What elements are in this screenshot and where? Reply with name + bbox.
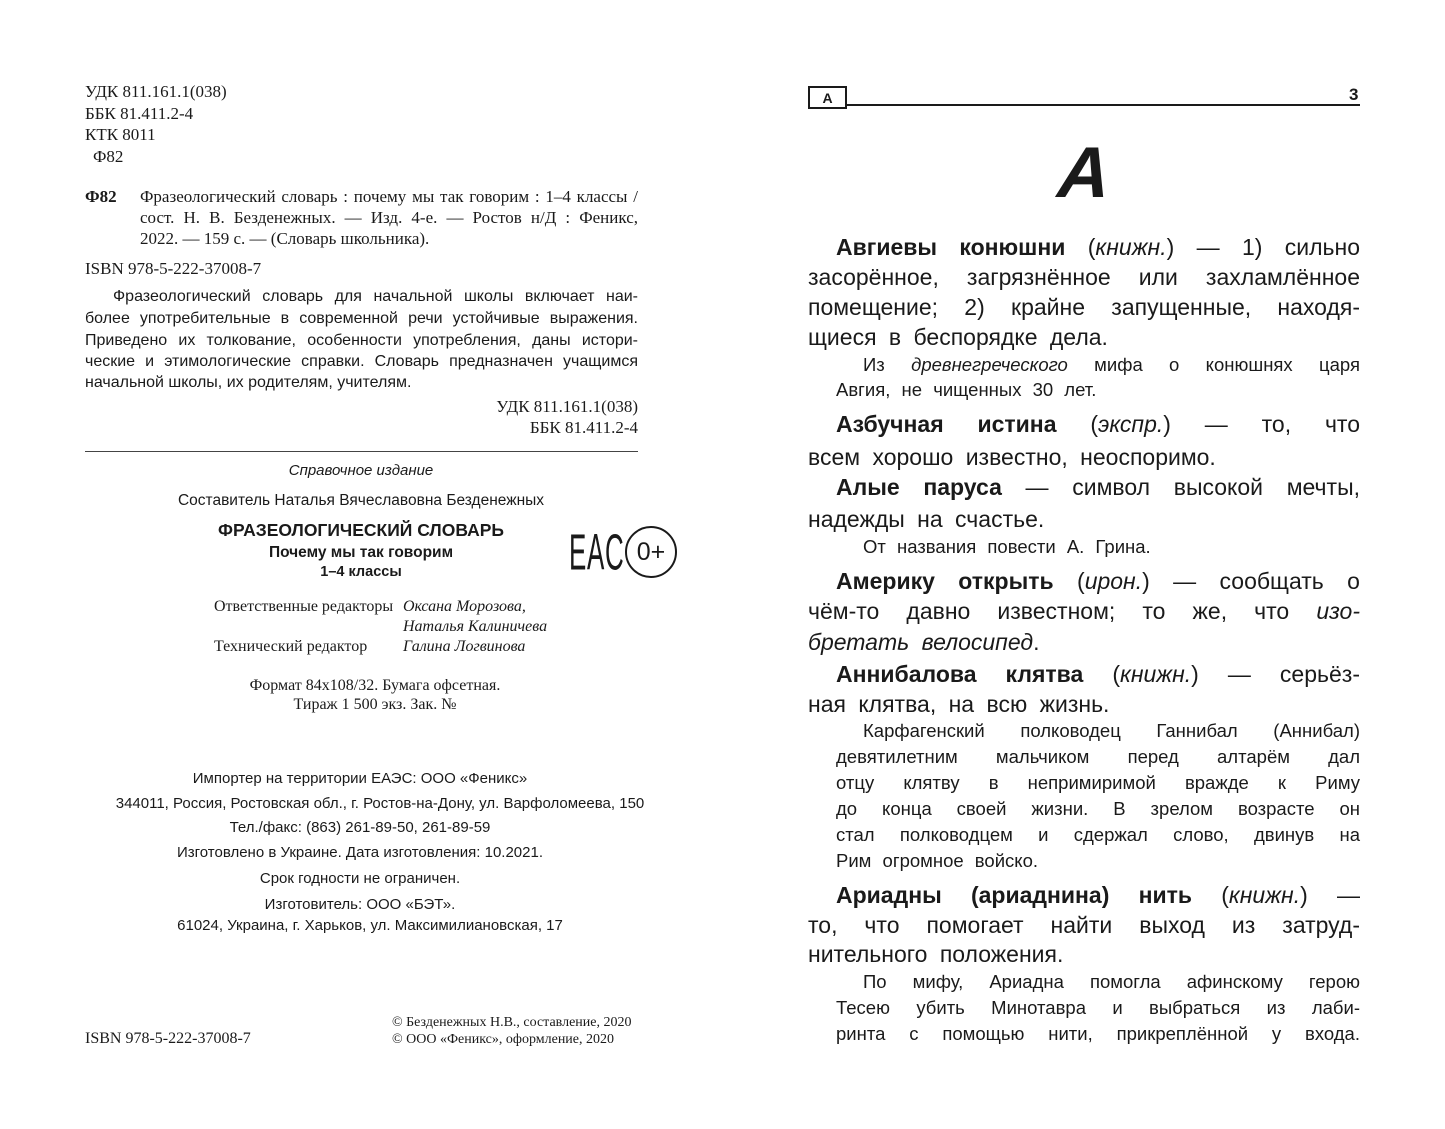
- entry-line: [808, 508, 1044, 531]
- compiler: Составитель Наталья Вячеславовна Безденежных: [177, 492, 545, 509]
- editor-name: Наталья Калиничева: [403, 618, 548, 635]
- abstract-line: начальной школы, их родителям, учителям.: [85, 374, 412, 391]
- grades: 1–4 классы: [320, 564, 402, 580]
- edition-type: Справочное издание: [288, 462, 434, 479]
- text-segment: ) — серьёз-: [1191, 661, 1360, 687]
- isbn-bottom: ISBN 978-5-222-37008-7: [85, 1030, 251, 1047]
- note-line: [863, 973, 1360, 992]
- ktk-code: КТК 8011: [85, 125, 156, 144]
- text-segment: щиеся в беспорядке дела.: [808, 324, 1108, 350]
- text-segment: ) — 1) сильно: [1166, 234, 1360, 260]
- imprint-line: Импортер на территории ЕАЭС: ООО «Феникс»: [192, 770, 528, 787]
- entry-line: [808, 296, 1360, 319]
- divider: [85, 451, 638, 452]
- text-segment: ринта с помощью нити, прикреплённой у входа.: [836, 1023, 1360, 1044]
- udk-right: УДК 811.161.1(038): [496, 397, 638, 416]
- text-segment: ) — сообщать о: [1142, 568, 1360, 594]
- italic-text: ирон.: [1084, 568, 1143, 594]
- imprint-line: Изготовлено в Украине. Дата изготовления: 10.2021.: [176, 844, 543, 861]
- section-tab: А: [808, 86, 847, 109]
- section-letter: А: [1055, 133, 1113, 213]
- eac-logo: [569, 522, 625, 581]
- note-line: [836, 999, 1360, 1018]
- page-number: 3: [1349, 85, 1359, 104]
- abstract-line: Фразеологический словарь для начальной школы включает наи-: [113, 288, 638, 305]
- note-line: [836, 852, 1038, 871]
- entry-line: [836, 413, 1360, 436]
- note-line: [836, 800, 1360, 819]
- editors-label: Ответственные редакторы: [214, 598, 394, 615]
- bbk-code: ББК 81.411.2-4: [85, 104, 194, 123]
- copyright-line: © ООО «Феникс», оформление, 2020: [392, 1032, 615, 1047]
- italic-text: изо-: [1316, 598, 1360, 624]
- text-segment: (: [1192, 882, 1229, 908]
- entry-line: [836, 884, 1360, 907]
- text-segment: отцу клятву в непримиримой вражде к Риму: [836, 772, 1360, 793]
- entry-line: [836, 236, 1360, 259]
- imprint-line: 61024, Украина, г. Харьков, ул. Максимилиановская, 17: [177, 917, 563, 934]
- text-segment: девятилетним мальчиком перед алтарём дал: [836, 746, 1360, 767]
- book-title: ФРАЗЕОЛОГИЧЕСКИЙ СЛОВАРЬ: [218, 520, 504, 540]
- imprint-line: Тел./факс: (863) 261-89-50, 261-89-59: [229, 819, 491, 836]
- note-line: [836, 748, 1360, 767]
- headword: Аннибалова клятва: [836, 661, 1084, 687]
- entry-line: [808, 326, 1108, 349]
- italic-text: древнегреческого: [911, 354, 1068, 375]
- text-segment: ) —: [1300, 882, 1360, 908]
- bbk-right: ББК 81.411.2-4: [529, 418, 638, 437]
- italic-text: книжн.: [1228, 882, 1301, 908]
- text-segment: По мифу, Ариадна помогла афинскому герою: [863, 971, 1360, 992]
- imprint-line: 344011, Россия, Ростовская обл., г. Ростов-на-Дону, ул. Варфоломеева, 150: [115, 795, 645, 812]
- italic-text: книжн.: [1119, 661, 1192, 687]
- note-line: [863, 356, 1360, 375]
- tech-editor-name: Галина Логвинова: [403, 638, 526, 655]
- imprint-line: Изготовитель: ООО «БЭТ».: [264, 896, 456, 913]
- entry-line: [808, 446, 1216, 469]
- text-segment: Тесею убить Минотавра и выбраться из лаби-: [836, 997, 1360, 1018]
- age-rating-badge: 0+: [625, 526, 677, 578]
- abstract-line: ческие и этимологические справки. Словарь предназначен учащимся: [85, 353, 638, 370]
- headword: Алые паруса: [836, 474, 1002, 500]
- entry-line: [836, 476, 1360, 499]
- italic-text: экспр.: [1098, 411, 1164, 437]
- text-segment: .: [1033, 629, 1040, 655]
- text-segment: надежды на счастье.: [808, 506, 1045, 532]
- text-segment: (: [1053, 568, 1085, 594]
- editor-name: Оксана Морозова,: [403, 598, 526, 615]
- headword: Азбучная истина: [836, 411, 1057, 437]
- format: Формат 84x108/32. Бумага офсетная.: [249, 677, 501, 694]
- text-segment: Рим огромное войско.: [836, 850, 1039, 871]
- biblio-line: сост. Н. В. Безденежных. — Изд. 4-е. — Ростов н/Д : Феникс,: [140, 208, 638, 227]
- headword: Авгиевы конюшни: [836, 234, 1066, 260]
- text-segment: ) — то, что: [1163, 411, 1360, 437]
- imprint-line: Срок годности не ограничен.: [259, 870, 461, 887]
- entry-line: [808, 600, 1360, 623]
- note-line: [836, 381, 1096, 400]
- abstract-line: более употребительные в современной речи устойчивые выражения.: [85, 310, 638, 327]
- note-line: [836, 826, 1360, 845]
- biblio-line: Фразеологический словарь : почему мы так говорим : 1–4 классы /: [140, 187, 638, 206]
- text-segment: стал полководцем и сдержал слово, двинув на: [836, 824, 1360, 845]
- entry-line: [808, 943, 1063, 966]
- note-line: [836, 774, 1360, 793]
- note-line: [836, 1025, 1360, 1044]
- text-segment: нительного положения.: [808, 941, 1064, 967]
- text-segment: Карфагенский полководец Ганнибал (Аннибал): [863, 720, 1360, 741]
- header-rule: [845, 104, 1360, 106]
- text-segment: помещение; 2) крайне запущенные, находя-: [808, 294, 1360, 320]
- udk-code: УДК 811.161.1(038): [85, 82, 227, 101]
- text-segment: Авгия, не чищенных 30 лет.: [836, 379, 1097, 400]
- text-segment: то, что помогает найти выход из затруд-: [808, 912, 1360, 938]
- text-segment: (: [1065, 234, 1096, 260]
- isbn: ISBN 978-5-222-37008-7: [85, 259, 262, 278]
- entry-line: [836, 663, 1360, 686]
- print-run: Тираж 1 500 экз. Зак. №: [293, 696, 457, 713]
- text-segment: ная клятва, на всю жизнь.: [808, 691, 1110, 717]
- entry-line: [808, 693, 1109, 716]
- text-segment: всем хорошо известно, неоспоримо.: [808, 444, 1216, 470]
- note-line: [863, 538, 1151, 557]
- italic-text: бретать велосипед: [808, 629, 1034, 655]
- tech-editor-label: Технический редактор: [214, 638, 368, 655]
- author-mark: Ф82: [85, 187, 117, 206]
- author-mark-code: Ф82: [93, 147, 124, 166]
- eac-mark: EAC: [569, 522, 625, 581]
- text-segment: (: [1083, 661, 1120, 687]
- text-segment: до конца своей жизни. В зрелом возрасте он: [836, 798, 1360, 819]
- text-segment: Из: [863, 354, 912, 375]
- entry-line: [808, 266, 1360, 289]
- entry-line: [808, 631, 1039, 654]
- text-segment: засорённое, загрязнённое или захламлённое: [808, 264, 1360, 290]
- text-segment: мифа о конюшнях царя: [1067, 354, 1360, 375]
- entry-line: [808, 914, 1360, 937]
- entry-line: [836, 570, 1360, 593]
- headword: Америку открыть: [836, 568, 1054, 594]
- italic-text: книжн.: [1095, 234, 1167, 260]
- note-line: [863, 722, 1360, 741]
- text-segment: (: [1056, 411, 1099, 437]
- biblio-line: 2022. — 159 с. — (Словарь школьника).: [140, 229, 430, 248]
- text-segment: От названия повести А. Грина.: [863, 536, 1151, 557]
- book-subtitle: Почему мы так говорим: [268, 544, 454, 561]
- headword: Ариадны (ариаднина) нить: [836, 882, 1193, 908]
- abstract-line: Приведено их толкование, особенности употребления, даны истори-: [85, 332, 638, 349]
- text-segment: — символ высокой мечты,: [1001, 474, 1360, 500]
- copyright-line: © Безденежных Н.В., составление, 2020: [392, 1015, 632, 1030]
- text-segment: чём-то давно известном; то же, что: [808, 598, 1317, 624]
